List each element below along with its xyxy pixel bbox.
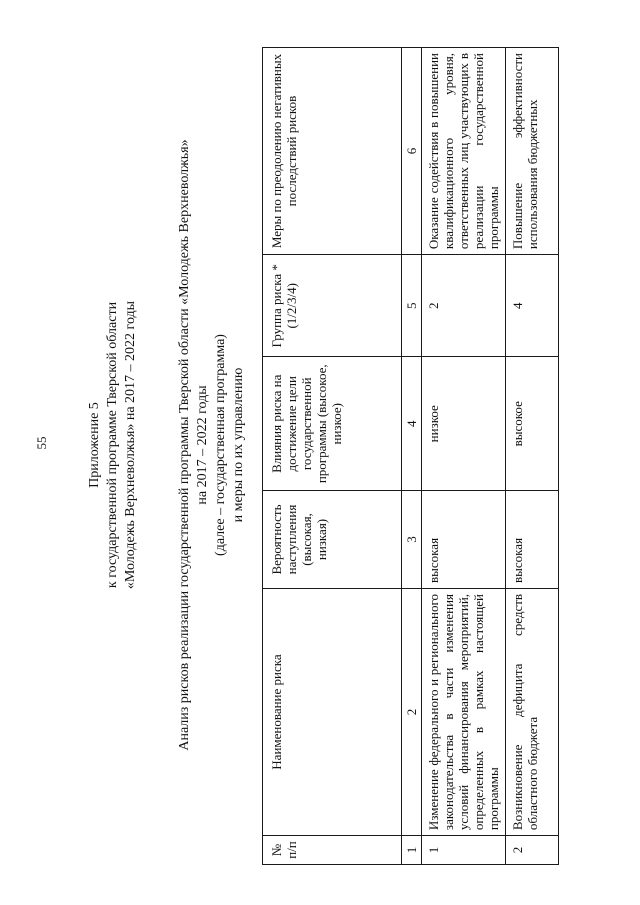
analysis-title (176, 115, 248, 775)
appendix-line-1: Приложение 5 (87, 402, 102, 488)
risk-probability: высокая (422, 491, 506, 589)
column-number: 6 (402, 48, 422, 255)
risk-group: 4 (506, 255, 559, 357)
header-impact: Влияния риска на достижение цели государственной программы (высокое, низкое) (263, 357, 402, 491)
column-number: 1 (402, 836, 422, 865)
appendix-header (86, 185, 140, 705)
table-column-numbers-row (402, 48, 422, 865)
risk-name: Изменение федерального и регионального законодательства в части изменения условий финансирования мероприятий, определенных в рамках настоящей программы (422, 588, 506, 835)
analysis-line-2: на 2017 – 2022 годы (195, 385, 210, 505)
risk-impact: высокое (506, 357, 559, 491)
risk-name: Возникновение дефицита средств областного бюджета (506, 588, 559, 835)
analysis-line-3: (далее – государственная программа) (213, 334, 228, 556)
risk-group: 2 (422, 255, 506, 357)
header-measures: Меры по преодолению негативных последствий рисков (263, 48, 402, 255)
header-probability: Вероятность наступления (высокая, низкая) (263, 491, 402, 589)
column-number: 4 (402, 357, 422, 491)
analysis-line-1: Анализ рисков реализации государственной программы Тверской области «Молодежь Верхневолжья» (177, 139, 192, 751)
column-number: 3 (402, 491, 422, 589)
appendix-line-2: к государственной программе Тверской области (105, 301, 120, 589)
table-row (506, 48, 559, 865)
analysis-line-4: и меры по их управлению (231, 367, 246, 523)
page-number: 55 (34, 436, 49, 450)
table-header-row (263, 48, 402, 865)
row-num: 1 (422, 836, 506, 865)
header-risk-name: Наименование риска (263, 588, 402, 835)
risk-measures: Повышение эффективности использования бюджетных (506, 48, 559, 255)
column-number: 5 (402, 255, 422, 357)
header-num: № п/п (263, 836, 402, 865)
header-group: Группа риска * (1/2/3/4) (263, 255, 402, 357)
table-row (422, 48, 506, 865)
risk-probability: высокая (506, 491, 559, 589)
column-number: 2 (402, 588, 422, 835)
risk-measures: Оказание содействия в повышении квалификационного уровня, ответственных лиц участвующих в реализации государственной программы (422, 48, 506, 255)
appendix-line-3: «Молодежь Верхневолжья» на 2017 – 2022 годы (123, 300, 138, 590)
risk-impact: низкое (422, 357, 506, 491)
row-num: 2 (506, 836, 559, 865)
risk-table (262, 47, 559, 865)
